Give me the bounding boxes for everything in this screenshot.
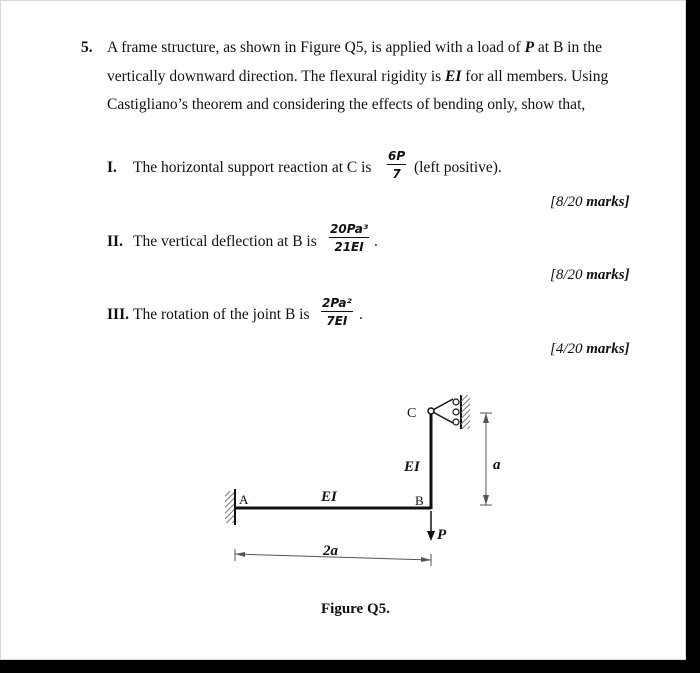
load-arrow: [427, 511, 435, 541]
dimension-height: [480, 413, 492, 505]
part-2-label: II.: [107, 233, 123, 250]
beam-ei-label: EI: [321, 489, 337, 505]
pinned-support-c: [428, 395, 470, 429]
label-a: A: [239, 492, 249, 507]
part-3-label: III.: [107, 306, 129, 323]
part-1-text: The horizontal support reaction at C is: [133, 159, 372, 176]
height-label: a: [493, 457, 501, 473]
column-ei-label: EI: [404, 459, 420, 475]
question-line-3: Castigliano’s theorem and considering the effects of bending only, show that,: [107, 96, 586, 113]
fixed-support-a: [225, 489, 235, 525]
part-1-marks: [8/20 marks]: [550, 194, 630, 210]
part-1-denominator: 7: [392, 167, 401, 181]
question-number: 5.: [81, 39, 93, 56]
label-c: C: [407, 406, 417, 421]
part-1-numerator: 6P: [388, 149, 406, 163]
part-2-marks: [8/20 marks]: [550, 267, 630, 283]
question-line-1: A frame structure, as shown in Figure Q5, is applied with a load of P at B in the: [107, 39, 603, 56]
part-3-denominator: 7EI: [326, 314, 348, 328]
part-2-denominator: 21EI: [334, 240, 364, 254]
question-line-2: vertically downward direction. The flexural rigidity is EI for all members. Using: [107, 68, 609, 85]
part-2-numerator: 20Pa³: [330, 222, 369, 236]
part-3-marks: [4/20 marks]: [550, 341, 630, 357]
part-2-text: The vertical deflection at B is: [133, 233, 317, 250]
frame-figure: [1, 1, 685, 659]
part-2-after: .: [374, 233, 378, 250]
span-label: 2a: [323, 543, 338, 559]
part-3-numerator: 2Pa²: [322, 296, 352, 310]
part-3-after: .: [359, 306, 363, 323]
part-1-after: (left positive).: [414, 159, 502, 176]
part-3-text: The rotation of the joint B is: [133, 306, 310, 323]
load-label: P: [437, 527, 447, 543]
label-b: B: [415, 493, 424, 508]
figure-caption: Figure Q5.: [321, 601, 390, 617]
part-1-label: I.: [107, 159, 117, 176]
